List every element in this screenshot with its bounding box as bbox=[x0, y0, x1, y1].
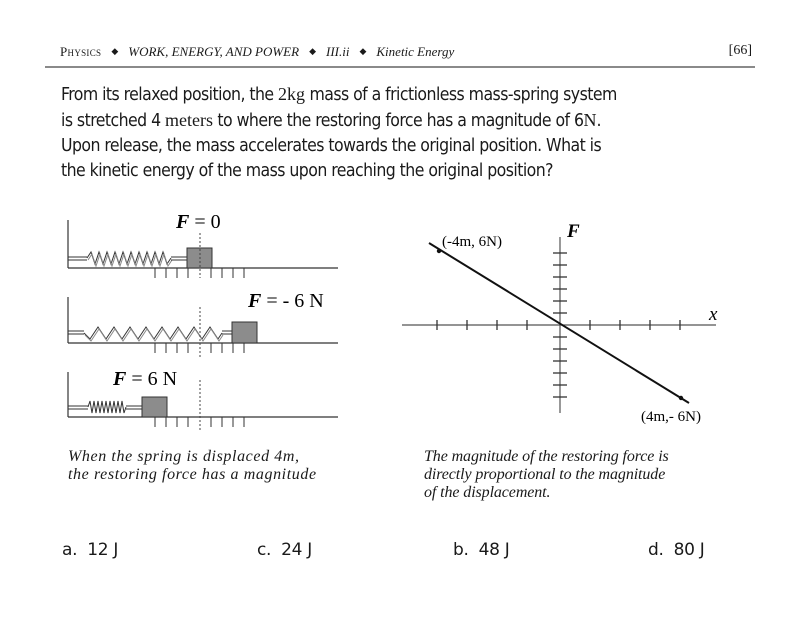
question-line-3: Upon release, the mass accelerates towards the original position. What is bbox=[61, 136, 602, 156]
diamond-bullet-icon: ◆ bbox=[309, 46, 316, 56]
breadcrumb-unit: WORK, ENERGY, AND POWER bbox=[128, 44, 300, 59]
spring-caption: When the spring is displaced 4m, the restoring force has a magnitude bbox=[68, 448, 317, 483]
answer-choice-d[interactable]: d. 80 J bbox=[648, 540, 705, 560]
graph-caption: The magnitude of the restoring force is directly proportional to the magnitude of the displacement. bbox=[424, 448, 669, 501]
force-label: F = - 6 N bbox=[248, 290, 324, 312]
data-point bbox=[679, 396, 683, 400]
y-axis-label: F bbox=[567, 221, 580, 242]
data-point bbox=[437, 249, 441, 253]
force-unit: N bbox=[583, 110, 597, 130]
page-number: [66] bbox=[728, 43, 752, 58]
mass-value: 2kg bbox=[278, 84, 305, 104]
point-label-right: (4m,- 6N) bbox=[641, 409, 701, 425]
spring-panel-stretched bbox=[68, 290, 338, 358]
diamond-bullet-icon: ◆ bbox=[111, 46, 119, 56]
distance-unit: meters bbox=[164, 110, 213, 130]
breadcrumb-topic: Kinetic Energy bbox=[376, 44, 455, 59]
spring-panel-compressed bbox=[68, 368, 338, 432]
force-label: F = 0 bbox=[176, 211, 221, 233]
answer-choice-a[interactable]: a. 12 J bbox=[62, 540, 119, 560]
question-line-4: the kinetic energy of the mass upon reaching the original position? bbox=[61, 161, 553, 181]
spring-icon bbox=[68, 401, 142, 413]
question-line-1: From its relaxed position, the 2kg mass of a frictionless mass-spring system bbox=[61, 84, 617, 105]
spring-panel-relaxed bbox=[68, 211, 338, 278]
spring-icon bbox=[68, 327, 232, 341]
question-line-2: is stretched 4 meters to where the restoring force has a magnitude of 6N. bbox=[61, 110, 601, 131]
breadcrumb-subject: Physics bbox=[60, 44, 102, 59]
diamond-bullet-icon: ◆ bbox=[359, 46, 367, 56]
mass-block bbox=[142, 397, 167, 417]
force-displacement-graph bbox=[402, 221, 718, 425]
answer-choice-c[interactable]: c. 24 J bbox=[257, 540, 313, 560]
answer-choice-b[interactable]: b. 48 J bbox=[453, 540, 510, 560]
point-label-left: (-4m, 6N) bbox=[442, 234, 502, 250]
force-label: F = 6 N bbox=[113, 368, 178, 390]
x-axis-label: x bbox=[709, 304, 718, 325]
answer-choices bbox=[62, 540, 752, 564]
spring-icon bbox=[68, 252, 187, 266]
mass-block bbox=[232, 322, 257, 343]
breadcrumb-section: III.ii bbox=[326, 44, 350, 59]
